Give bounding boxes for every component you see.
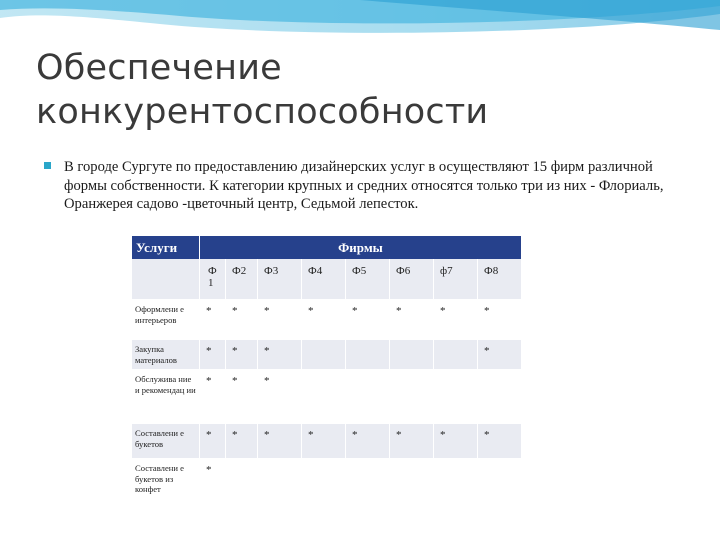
mark-cell [346, 340, 390, 370]
mark-cell [390, 370, 434, 424]
mark-cell [434, 459, 478, 500]
empty-corner-cell [132, 259, 200, 300]
mark-cell: * [200, 424, 226, 459]
mark-cell: * [226, 340, 258, 370]
mark-cell: * [478, 300, 522, 340]
row-service-label: Составлени е букетов [132, 424, 200, 459]
mark-cell: * [258, 340, 302, 370]
column-header: Ф5 [346, 259, 390, 300]
mark-cell: * [200, 340, 226, 370]
column-header: ф7 [434, 259, 478, 300]
slide-title-line-1: Обеспечение [36, 48, 282, 88]
mark-cell [478, 459, 522, 500]
square-bullet-icon [44, 162, 51, 169]
mark-cell: * [200, 459, 226, 500]
mark-cell: * [434, 300, 478, 340]
header-services: Услуги [132, 236, 200, 259]
mark-cell [226, 459, 258, 500]
mark-cell: * [258, 424, 302, 459]
mark-cell [258, 459, 302, 500]
mark-cell: * [434, 424, 478, 459]
row-service-label: Закупка материалов [132, 340, 200, 370]
header-firms: Фирмы [200, 236, 522, 259]
mark-cell: * [258, 300, 302, 340]
mark-cell: * [200, 300, 226, 340]
column-header: Ф3 [258, 259, 302, 300]
mark-cell: * [478, 340, 522, 370]
row-service-label: Оформлени е интерьеров [132, 300, 200, 340]
mark-cell [302, 370, 346, 424]
slide-title-line-2: конкурентоспособности [36, 92, 489, 132]
mark-cell: * [302, 424, 346, 459]
slide-title [36, 46, 696, 134]
mark-cell: * [346, 424, 390, 459]
mark-cell: * [226, 370, 258, 424]
mark-cell [302, 459, 346, 500]
column-header: Ф6 [390, 259, 434, 300]
column-header: Ф4 [302, 259, 346, 300]
mark-cell: * [258, 370, 302, 424]
mark-cell: * [200, 370, 226, 424]
mark-cell [390, 459, 434, 500]
mark-cell: * [346, 300, 390, 340]
mark-cell: * [226, 300, 258, 340]
mark-cell [302, 340, 346, 370]
mark-cell [434, 370, 478, 424]
mark-cell [390, 340, 434, 370]
mark-cell [478, 370, 522, 424]
column-header: Ф 1 [200, 259, 226, 300]
mark-cell [346, 459, 390, 500]
column-header: Ф8 [478, 259, 522, 300]
mark-cell: * [302, 300, 346, 340]
mark-cell: * [390, 300, 434, 340]
mark-cell: * [226, 424, 258, 459]
mark-cell [346, 370, 390, 424]
row-service-label: Обслужива ние и рекомендац ии [132, 370, 200, 424]
bullet-text: В городе Сургуте по предоставлению дизайнерских услуг в осуществляют 15 фирм различной формы собственности. К категории крупных и средних относятся только три из них - Флориаль, Оранжерея садово -цветочный центр, Седьмой лепесток. [64, 159, 664, 212]
mark-cell: * [478, 424, 522, 459]
mark-cell [434, 340, 478, 370]
services-firms-table [132, 236, 522, 500]
row-service-label: Составлени е букетов из конфет [132, 459, 200, 500]
mark-cell: * [390, 424, 434, 459]
column-header: Ф2 [226, 259, 258, 300]
